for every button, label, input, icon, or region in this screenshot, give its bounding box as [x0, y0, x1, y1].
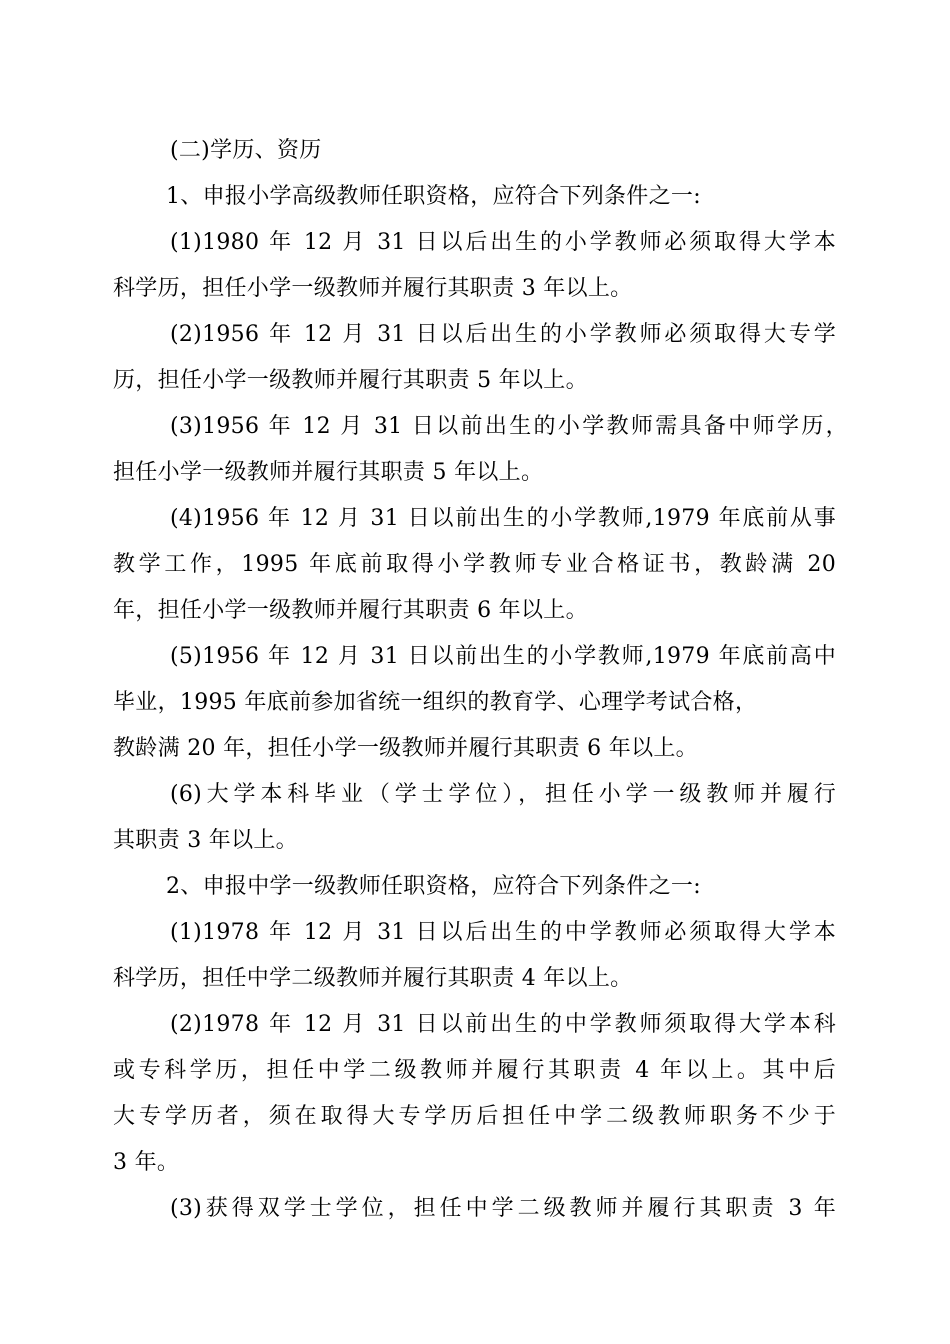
item-2-2-line-1: (2)1978 年 12 月 31 日以前出生的中学教师须取得大学本科 [170, 1012, 836, 1037]
item-1-4-line-3: 年，担任小学一级教师并履行其职责 6 年以上。 [113, 598, 588, 623]
item-1-1-line-2: 科学历，担任小学一级教师并履行其职责 3 年以上。 [113, 276, 633, 301]
item-2-2-line-4: 3 年。 [113, 1150, 180, 1175]
item-1-6-line-2: 其职责 3 年以上。 [113, 828, 298, 853]
item-1-4-line-1: (4)1956 年 12 月 31 日以前出生的小学教师,1979 年底前从事 [170, 506, 836, 531]
item-1-5-line-3: 教龄满 20 年，担任小学一级教师并履行其职责 6 年以上。 [113, 736, 698, 761]
item-1-6-line-1: (6)大学本科毕业（学士学位），担任小学一级教师并履行 [170, 782, 836, 807]
item-1-1-line-1: (1)1980 年 12 月 31 日以后出生的小学教师必须取得大学本 [170, 230, 836, 255]
item-1-3-line-2: 担任小学一级教师并履行其职责 5 年以上。 [113, 460, 544, 485]
item-1-5-line-2: 毕业，1995 年底前参加省统一组织的教育学、心理学考试合格， [113, 690, 758, 715]
item-1-5-line-1: (5)1956 年 12 月 31 日以前出生的小学教师,1979 年底前高中 [170, 644, 836, 669]
item-2-1-line-1: (1)1978 年 12 月 31 日以后出生的中学教师必须取得大学本 [170, 920, 836, 945]
item-1-3-line-1: (3)1956 年 12 月 31 日以前出生的小学教师需具备中师学历， [170, 414, 848, 439]
item-2-1-line-2: 科学历，担任中学二级教师并履行其职责 4 年以上。 [113, 966, 633, 991]
item-1-heading: 1、申报小学高级教师任职资格，应符合下列条件之一: [166, 184, 701, 209]
item-1-4-line-2: 教学工作，1995 年底前取得小学教师专业合格证书，教龄满 20 [113, 552, 836, 577]
item-2-heading: 2、申报中学一级教师任职资格，应符合下列条件之一: [166, 874, 701, 899]
item-1-2-line-1: (2)1956 年 12 月 31 日以后出生的小学教师必须取得大专学 [170, 322, 836, 347]
item-1-2-line-2: 历，担任小学一级教师并履行其职责 5 年以上。 [113, 368, 588, 393]
section-heading: (二)学历、资历 [170, 138, 322, 163]
item-2-2-line-2: 或专科学历，担任中学二级教师并履行其职责 4 年以上。其中后 [113, 1058, 836, 1083]
item-2-3-line-1: (3)获得双学士学位，担任中学二级教师并履行其职责 3 年 [170, 1196, 836, 1221]
item-2-2-line-3: 大专学历者，须在取得大专学历后担任中学二级教师职务不少于 [113, 1104, 836, 1129]
